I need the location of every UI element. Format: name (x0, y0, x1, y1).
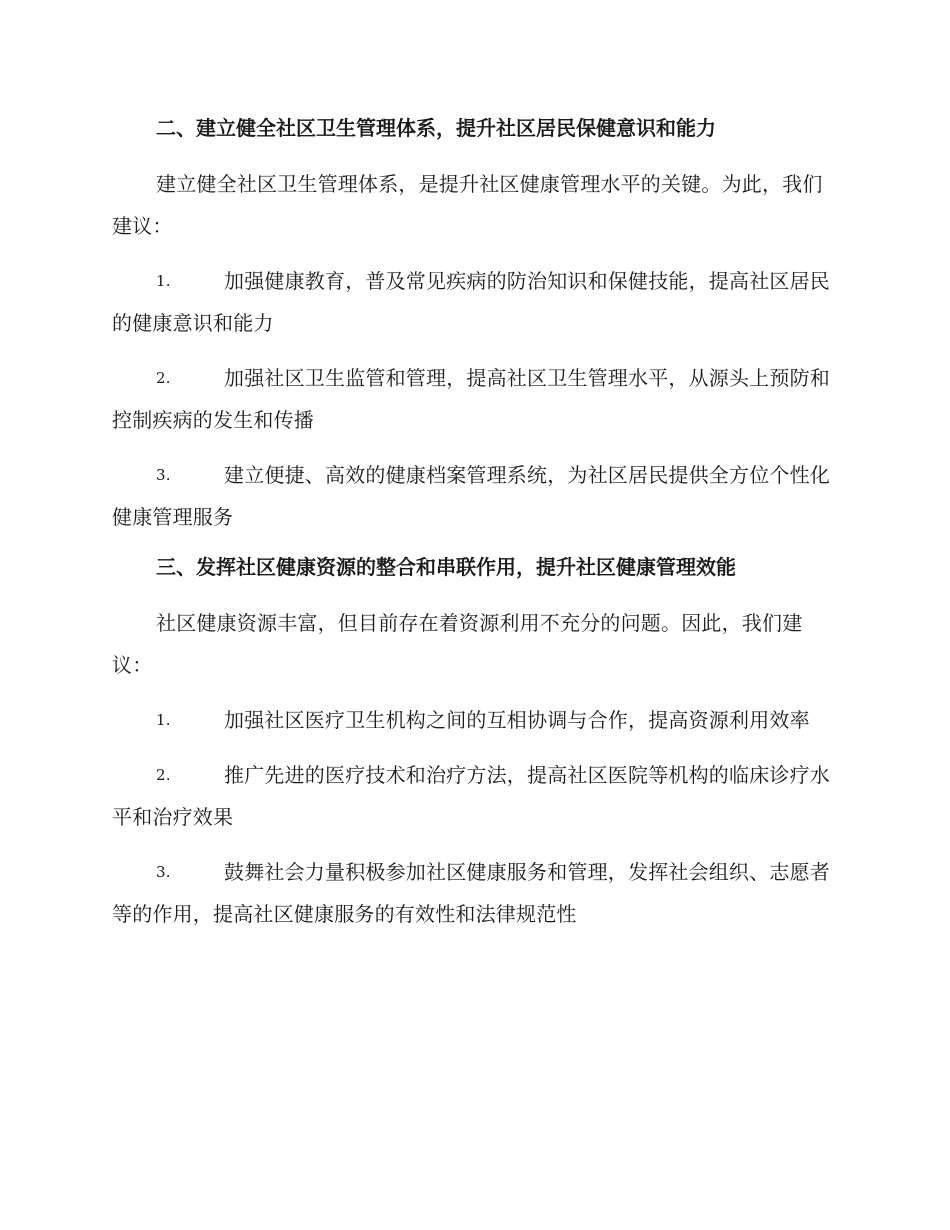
list-number: 1. (156, 711, 171, 729)
list-number: 3. (156, 466, 171, 484)
list-item-text: 鼓舞社会力量积极参加社区健康服务和管理，发挥社会组织、志愿者等的作用，提高社区健康服务的有效性和法律规范性 (112, 860, 830, 926)
list-number: 1. (156, 272, 171, 290)
list-item (112, 699, 834, 741)
list-item (112, 454, 834, 538)
section-heading-three: 三、发挥社区健康资源的整合和串联作用，提升社区健康管理效能 (156, 555, 736, 579)
section-heading-two: 二、建立健全社区卫生管理体系，提升社区居民保健意识和能力 (156, 116, 716, 140)
list-item-text: 加强健康教育，普及常见疾病的防治知识和保健技能，提高社区居民的健康意识和能力 (112, 269, 830, 335)
section-three-intro: 社区健康资源丰富，但目前存在着资源利用不充分的问题。因此，我们建议： (112, 611, 803, 677)
list-number: 2. (156, 766, 171, 784)
list-number: 2. (156, 369, 171, 387)
list-item-text: 加强社区卫生监管和管理，提高社区卫生管理水平，从源头上预防和控制疾病的发生和传播 (112, 366, 830, 432)
section-two-intro: 建立健全社区卫生管理体系，是提升社区健康管理水平的关键。为此，我们建议： (112, 172, 823, 238)
list-item (112, 851, 834, 935)
list-item (112, 754, 834, 838)
list-item (112, 357, 834, 441)
list-item (112, 260, 834, 344)
list-item-text: 加强社区医疗卫生机构之间的互相协调与合作，提高资源利用效率 (224, 708, 810, 732)
list-item-text: 建立便捷、高效的健康档案管理系统，为社区居民提供全方位个性化健康管理服务 (112, 463, 830, 529)
document-body (112, 112, 834, 948)
list-item-text: 推广先进的医疗技术和治疗方法，提高社区医院等机构的临床诊疗水平和治疗效果 (112, 763, 830, 829)
list-number: 3. (156, 863, 171, 881)
